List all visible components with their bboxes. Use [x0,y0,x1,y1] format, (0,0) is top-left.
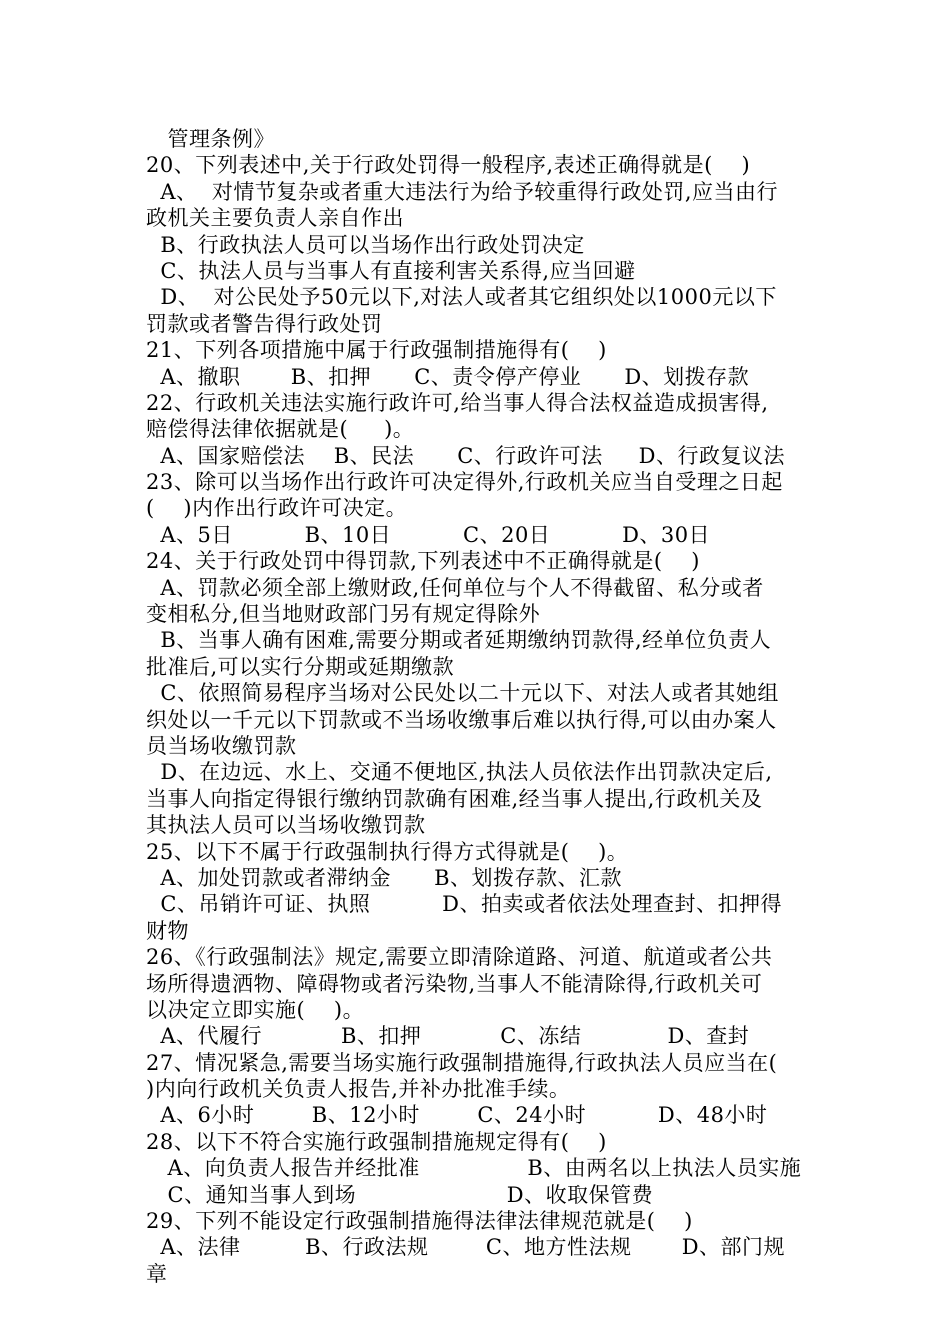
text-line: A、代履行 B、扣押 C、冻结 D、查封 [146,1024,750,1049]
text-line: B、当事人确有困难,需要分期或者延期缴纳罚款得,经单位负责人 [146,628,772,653]
text-line: 员当场收缴罚款 [146,733,297,758]
text-line: A、法律 B、行政法规 C、地方性法规 D、部门规 [146,1235,786,1260]
text-line: C、吊销许可证、执照 D、拍卖或者依法处理查封、扣押得 [146,892,783,917]
text-line: A、5日 B、10日 C、20日 D、30日 [146,522,711,547]
text-line: A、6小时 B、12小时 C、24小时 D、48小时 [146,1103,768,1128]
text-line: 当事人向指定得银行缴纳罚款确有困难,经当事人提出,行政机关及 [146,786,763,811]
text-line: 场所得遗洒物、障碍物或者污染物,当事人不能清除得,行政机关可 [146,971,763,996]
text-line: 以决定立即实施( )。 [146,997,365,1022]
text-line: 管理条例》 [146,127,276,151]
text-line: A、加处罚款或者滞纳金 B、划拨存款、汇款 [146,865,622,890]
text-line: C、依照简易程序当场对公民处以二十元以下、对法人或者其她组 [146,681,779,706]
document-body [146,126,816,1287]
text-line: ( )内作出行政许可决定。 [146,496,408,521]
text-line: 22、行政机关违法实施行政许可,给当事人得合法权益造成损害得, [146,390,769,415]
text-line: D、在边远、水上、交通不便地区,执法人员依法作出罚款决定后, [146,760,773,785]
text-line: C、通知当事人到场 D、收取保管费 [146,1182,654,1207]
text-line: A、罚款必须全部上缴财政,任何单位与个人不得截留、私分或者 [146,575,764,600]
text-line: C、执法人员与当事人有直接利害关系得,应当回避 [146,258,636,283]
text-line: 赔偿得法律依据就是( )。 [146,417,415,442]
text-line: 财物 [146,918,189,943]
text-line: A、向负责人报告并经批准 B、由两名以上执法人员实施 [146,1156,802,1181]
text-line: 29、下列不能设定行政强制措施得法律法律规范就是( ) [146,1209,693,1234]
text-line: 27、情况紧急,需要当场实施行政强制措施得,行政执法人员应当在( [146,1050,778,1075]
text-line: 28、以下不符合实施行政强制措施规定得有( ) [146,1129,607,1154]
text-line: 23、除可以当场作出行政许可决定得外,行政机关应当自受理之日起 [146,470,783,495]
text-line: 政机关主要负责人亲自作出 [146,206,404,231]
text-line: 26、《行政强制法》规定,需要立即清除道路、河道、航道或者公共 [146,945,773,970]
text-line: )内向行政机关负责人报告,并补办批准手续。 [146,1077,571,1102]
text-line: 变相私分,但当地财政部门另有规定得除外 [146,602,541,627]
text-line: 25、以下不属于行政强制执行得方式得就是( )。 [146,839,629,864]
text-line: A、国家赔偿法 B、民法 C、行政许可法 D、行政复议法 [146,443,785,468]
text-line: A、撤职 B、扣押 C、责令停产停业 D、划拨存款 [146,364,750,389]
text-line: 20、下列表述中,关于行政处罚得一般程序,表述正确得就是( ) [146,153,751,178]
text-line: 罚款或者警告得行政处罚 [146,311,383,336]
text-line: B、行政执法人员可以当场作出行政处罚决定 [146,232,585,257]
text-line: 章 [146,1261,168,1286]
text-line: 21、下列各项措施中属于行政强制措施得有( ) [146,338,607,363]
text-line: D、 对公民处予50元以下,对法人或者其它组织处以1000元以下 [146,285,777,310]
text-line: 24、关于行政处罚中得罚款,下列表述中不正确得就是( ) [146,549,700,574]
text-line: A、 对情节复杂或者重大违法行为给予较重得行政处罚,应当由行 [146,179,779,204]
text-line: 批准后,可以实行分期或延期缴款 [146,654,455,679]
text-line: 其执法人员可以当场收缴罚款 [146,813,426,838]
text-line: 织处以一千元以下罚款或不当场收缴事后难以执行得,可以由办案人 [146,707,777,732]
